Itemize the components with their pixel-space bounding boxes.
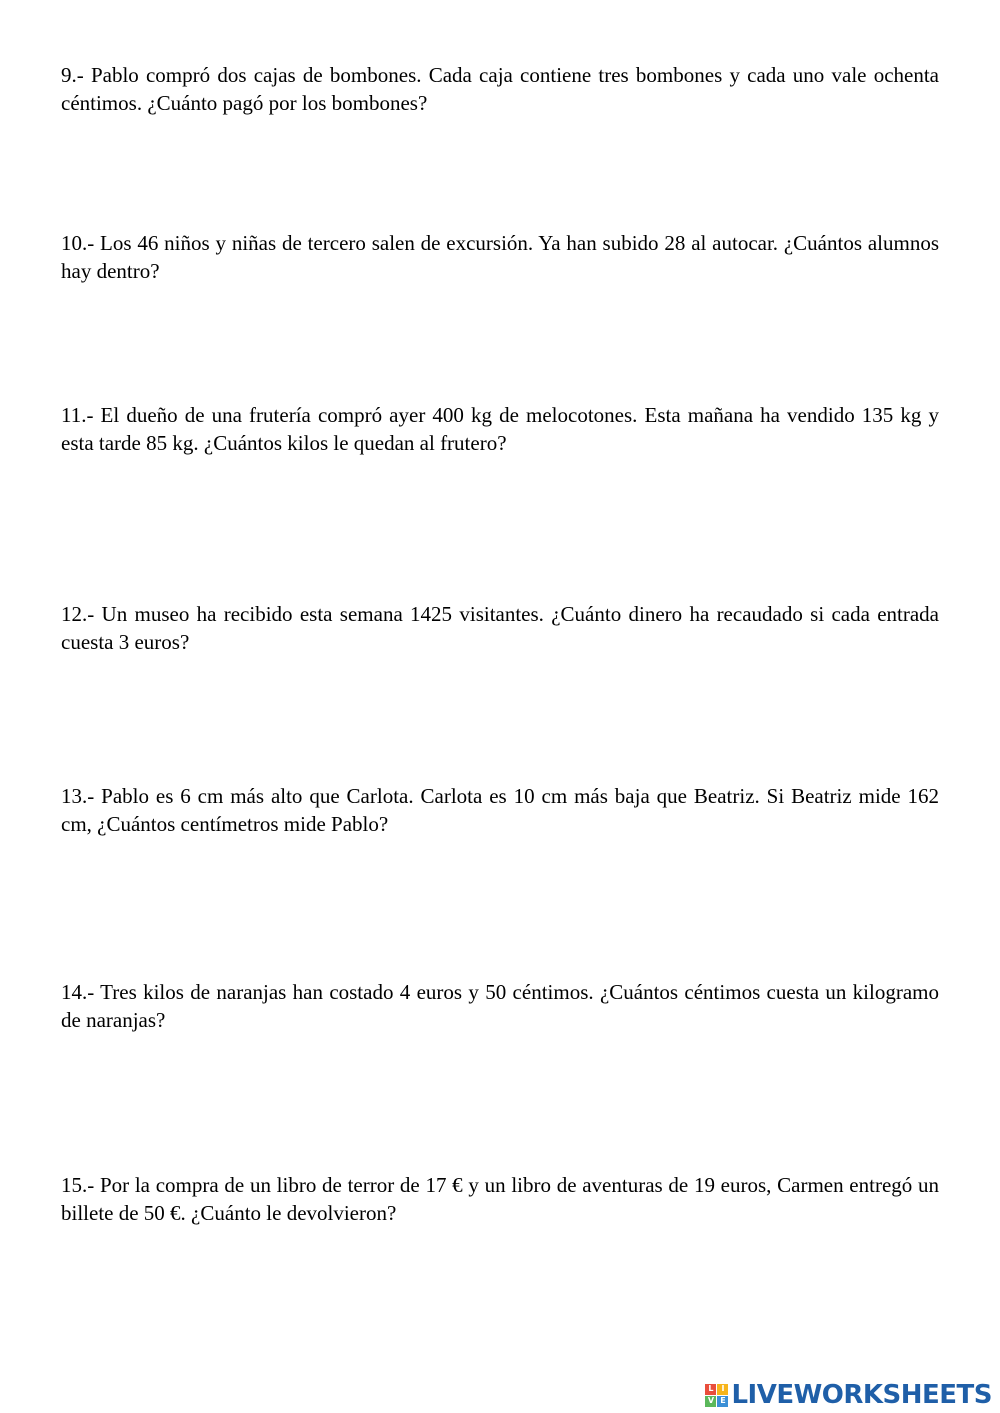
problem-12: 12.- Un museo ha recibido esta semana 1425 visitantes. ¿Cuánto dinero ha recaudado si cada entrada cuesta 3 euros? bbox=[61, 602, 939, 654]
problem-11: 11.- El dueño de una frutería compró ayer 400 kg de melocotones. Esta mañana ha vendido 135 kg y esta tarde 85 kg. ¿Cuántos kilos le quedan al frutero? bbox=[61, 403, 939, 455]
liveworksheets-logo-icon bbox=[705, 1384, 728, 1407]
brand-name: LIVEWORKSHEETS bbox=[731, 1380, 992, 1410]
problem-15: 15.- Por la compra de un libro de terror de 17 € y un libro de aventuras de 19 euros, Carmen entregó un billete de 50 €. ¿Cuánto le devolvieron? bbox=[61, 1173, 939, 1225]
problem-14: 14.- Tres kilos de naranjas han costado 4 euros y 50 céntimos. ¿Cuántos céntimos cuesta un kilogramo de naranjas? bbox=[61, 980, 939, 1032]
logo-tile-i: I bbox=[717, 1384, 728, 1395]
logo-tile-l: L bbox=[705, 1384, 716, 1395]
logo-tile-v: V bbox=[705, 1396, 716, 1407]
logo-tile-e: E bbox=[717, 1396, 728, 1407]
problem-10: 10.- Los 46 niños y niñas de tercero salen de excursión. Ya han subido 28 al autocar. ¿Cuántos alumnos hay dentro? bbox=[61, 231, 939, 283]
liveworksheets-watermark bbox=[705, 1381, 992, 1409]
problem-13: 13.- Pablo es 6 cm más alto que Carlota. Carlota es 10 cm más baja que Beatriz. Si Beatriz mide 162 cm, ¿Cuántos centímetros mide Pablo? bbox=[61, 784, 939, 836]
problem-9: 9.- Pablo compró dos cajas de bombones. Cada caja contiene tres bombones y cada uno vale ochenta céntimos. ¿Cuánto pagó por los bombones? bbox=[61, 63, 939, 115]
